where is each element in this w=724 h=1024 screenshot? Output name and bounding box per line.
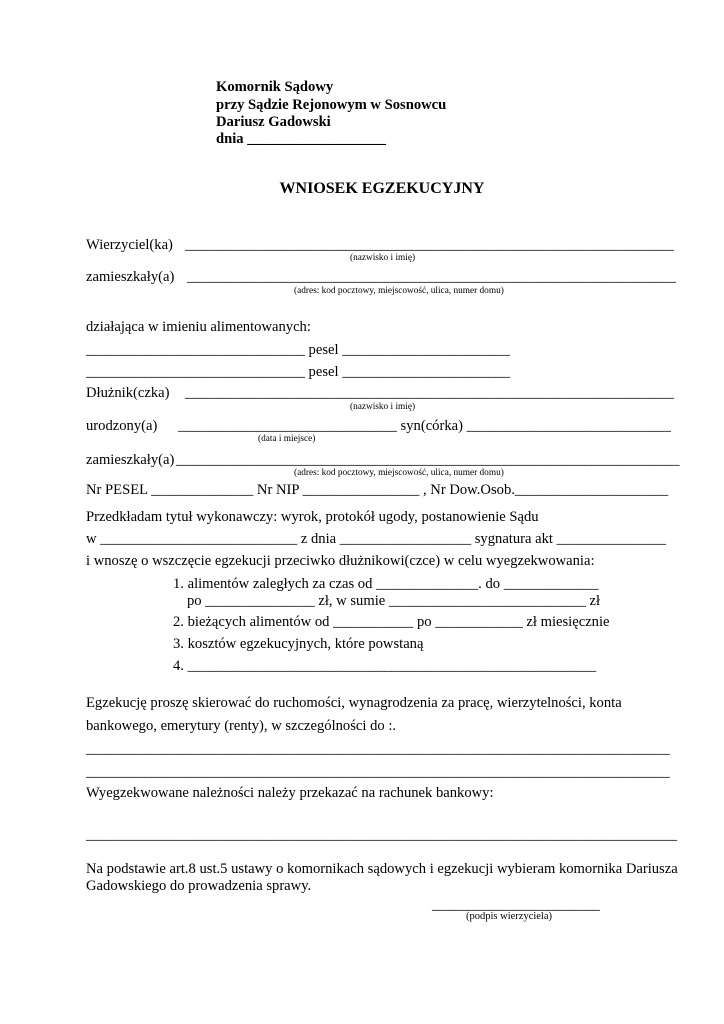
born-field: ______________________________ syn(córka) ____________________________	[178, 418, 671, 434]
item-1: 1. alimentów zaległych za czas od ______________. do _____________	[173, 576, 599, 592]
legal-basis-line-2: Gadowskiego do prowadzenia sprawy.	[86, 878, 312, 894]
creditor-address-field: ___________________________________________________________________	[187, 269, 676, 285]
debtor-address-hint: (adres: kod pocztowy, miejscowość, ulica, numer domu)	[294, 468, 504, 478]
creditor-label: Wierzyciel(ka)	[86, 237, 173, 253]
creditor-hint: (nazwisko i imię)	[350, 253, 416, 263]
item-2: 2. bieżących alimentów od ___________ po ____________ zł miesięcznie	[173, 614, 610, 630]
addressee-line-3: Dariusz Gadowski	[216, 114, 331, 130]
item-4: 4. ________________________________________________________	[173, 658, 597, 674]
enforcement-title-line-2: w ___________________________ z dnia __________________ sygnatura akt _______________	[86, 531, 667, 547]
acting-label: działająca w imieniu alimentowanych:	[86, 319, 311, 335]
execution-blank-1: ________________________________________________________________________________	[86, 741, 670, 757]
addressee-line-2: przy Sądzie Rejonowym w Sosnowcu	[216, 97, 447, 113]
date-field: dnia ___________________	[216, 131, 386, 147]
acting-row-1: ______________________________ pesel _______________________	[86, 342, 511, 358]
signature-hint: (podpis wierzyciela)	[466, 911, 553, 922]
debtor-hint: (nazwisko i imię)	[350, 402, 416, 412]
execution-blank-2: ________________________________________________________________________________	[86, 764, 670, 780]
item-1-continued: po _______________ zł, w sumie ___________________________ zł	[187, 593, 601, 609]
request-line: i wnoszę o wszczęcie egzekucji przeciwko dłużnikowi(czce) w celu wyegzekwowania:	[86, 553, 595, 569]
item-3: 3. kosztów egzekucyjnych, które powstaną	[173, 636, 424, 652]
creditor-address-hint: (adres: kod pocztowy, miejscowość, ulica, numer domu)	[294, 286, 504, 296]
document-title: WNIOSEK EGZEKUCYJNY	[279, 180, 485, 197]
execution-line-2: bankowego, emerytury (renty), w szczególności do :.	[86, 718, 397, 734]
debtor-ids-line: Nr PESEL ______________ Nr NIP ________________ , Nr Dow.Osob._____________________	[86, 482, 669, 498]
creditor-address-label: zamieszkały(a)	[86, 269, 175, 285]
bank-label: Wyegzekwowane należności należy przekazać na rachunek bankowy:	[86, 785, 494, 801]
debtor-field: ___________________________________________________________________	[185, 385, 674, 401]
born-label: urodzony(a)	[86, 418, 158, 434]
signature-line: _______________________	[432, 897, 600, 913]
bank-account-field: _________________________________________________________________________________	[86, 827, 678, 843]
debtor-address-label: zamieszkały(a)	[86, 452, 175, 468]
debtor-address-field: _____________________________________________________________________	[176, 452, 680, 468]
addressee-line-1: Komornik Sądowy	[216, 79, 334, 95]
creditor-field: ___________________________________________________________________	[185, 237, 674, 253]
enforcement-title-line-1: Przedkładam tytuł wykonawczy: wyrok, protokół ugody, postanowienie Sądu	[86, 509, 539, 525]
acting-row-2: ______________________________ pesel _______________________	[86, 364, 511, 380]
born-hint: (data i miejsce)	[258, 434, 316, 444]
debtor-label: Dłużnik(czka)	[86, 385, 170, 401]
legal-basis-line-1: Na podstawie art.8 ust.5 ustawy o komornikach sądowych i egzekucji wybieram komornika Dariusza	[86, 861, 678, 877]
execution-line-1: Egzekucję proszę skierować do ruchomości, wynagrodzenia za pracę, wierzytelności, konta	[86, 695, 622, 711]
